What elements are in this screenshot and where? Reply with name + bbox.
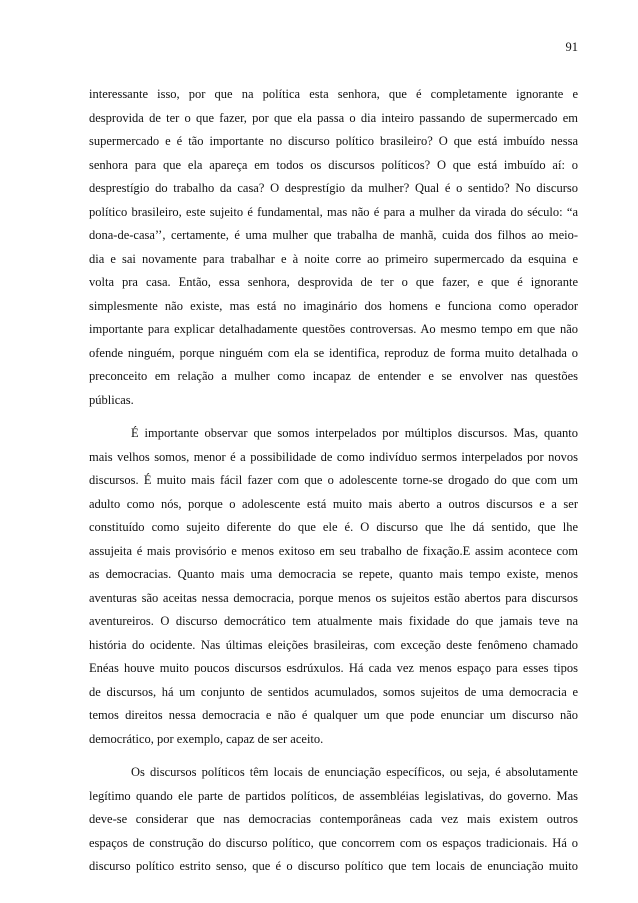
paragraph-1 <box>89 83 578 412</box>
text-line: constituído como sujeito diferente do que ele é. O discurso que lhe dá sentido, que lhe <box>89 520 578 534</box>
text-line: adulto como nós, porque o adolescente está muito mais aberto a outros discursos e a ser <box>89 496 578 511</box>
text-line: interessante isso, por que na política esta senhora, que é completamente ignorante e <box>89 87 578 101</box>
text-line: discursos. É muito mais fácil fazer com que o adolescente torne-se drogado do que com um <box>89 473 578 487</box>
text-line: Enéas houve muito poucos discursos esdrúxulos. Há cada vez menos espaço para esses tipos <box>89 661 578 675</box>
paragraph-2 <box>89 422 578 751</box>
text-line: públicas. <box>89 392 134 407</box>
paragraph-3 <box>89 761 578 879</box>
paragraph-spacer <box>89 751 578 761</box>
text-line: importante para explicar detalhadamente questões controversas. Ao mesmo tempo em que não <box>89 322 578 336</box>
text-line: Os discursos políticos têm locais de enunciação específicos, ou seja, é absolutamente <box>131 765 578 779</box>
body-text <box>89 83 578 879</box>
text-line: espaços de construção do discurso político, que concorrem com os espaços tradicionais. Há o <box>89 835 578 850</box>
text-line: as democracias. Quanto mais uma democracia se repete, quanto mais tempo existe, menos <box>89 567 578 581</box>
text-line: temos direitos nessa democracia e não é qualquer um que pode enunciar um discurso não <box>89 708 578 722</box>
text-line: dia e sai novamente para trabalhar e à noite corre ao primeiro supermercado da esquina e <box>89 251 578 266</box>
text-line: aventuras são aceitas nessa democracia, porque menos os sujeitos estão abertos para discursos <box>89 590 578 605</box>
text-line: senhora para que ela apareça em todos os discursos políticos? O que está imbuído aí: o <box>89 157 578 172</box>
text-line: dona-de-casa’’, certamente, é uma mulher que trabalha de manhã, cuida dos filhos ao meio- <box>89 228 578 242</box>
text-line: aventureiros. O discurso democrático tem atualmente mais fixidade do que jamais teve na <box>89 614 578 628</box>
text-line: supermercado e é tão importante no discurso político brasileiro? O que está imbuído nessa <box>89 134 578 148</box>
text-line: de discursos, há um conjunto de sentidos acumulados, somos sujeitos de uma democracia e <box>89 684 578 699</box>
text-line: preconceito em relação a mulher como incapaz de entender e se envolver nas questões <box>89 369 578 383</box>
text-line: volta pra casa. Então, essa senhora, desprovida de ter o que fazer, e que é ignorante <box>89 275 578 289</box>
text-line: democrático, por exemplo, capaz de ser aceito. <box>89 731 324 746</box>
text-line: É importante observar que somos interpelados por múltiplos discursos. Mas, quanto <box>131 426 578 440</box>
text-line: deve-se considerar que nas democracias contemporâneas cada vez mais existem outros <box>89 812 578 826</box>
text-line: assujeita é mais provisório e menos exitoso em seu trabalho de fixação.E assim acontece com <box>89 543 578 558</box>
text-line: mais velhos somos, menor é a possibilidade de como indivíduo sermos interpelados por novos <box>89 449 578 464</box>
text-line: desprovida de ter o que fazer, por que ela passa o dia inteiro passando de supermercado em <box>89 110 578 125</box>
text-line: história do ocidente. Nas últimas eleições brasileiras, com exceção deste fenômeno chamado <box>89 637 578 652</box>
paragraph-spacer <box>89 412 578 422</box>
text-line: ofende ninguém, porque ninguém com ela se identifica, reproduz de forma muito detalhada o <box>89 345 578 360</box>
text-line: discurso político estrito senso, que é o discurso político que tem locais de enunciação muito <box>89 859 578 873</box>
text-line: simplesmente não existe, mas está no imaginário dos homens e funciona como operador <box>89 298 578 313</box>
text-line: legítimo quando ele parte de partidos políticos, de assembléias legislativas, do governo. Mas <box>89 788 578 803</box>
page-number: 91 <box>565 40 578 54</box>
text-line: desprestígio do trabalho da casa? O desprestígio da mulher? Qual é o sentido? No discurso <box>89 181 578 195</box>
text-line: político brasileiro, este sujeito é fundamental, mas não é para a mulher da virada do século: “a <box>89 204 578 219</box>
